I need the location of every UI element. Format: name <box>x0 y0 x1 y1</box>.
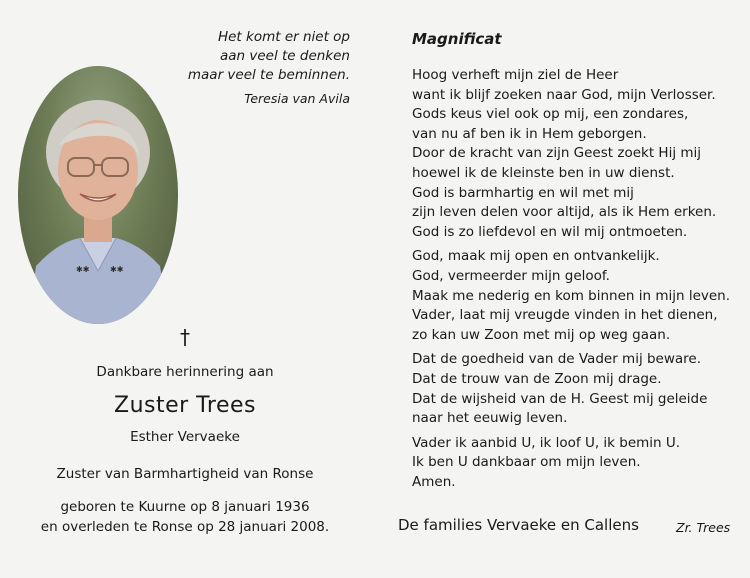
poem-line: Vader, laat mij vreugde vinden in het dienen, <box>412 307 718 324</box>
quote-block <box>150 28 350 108</box>
poem-stanza <box>412 434 742 493</box>
svg-text:✱✱: ✱✱ <box>110 265 124 274</box>
poem-line: want ik blijf zoeken naar God, mijn Verlosser. <box>412 86 716 103</box>
quote-line: aan veel te denken <box>219 48 350 64</box>
poem-line: naar het eeuwig leven. <box>412 410 568 427</box>
poem-line: Amen. <box>412 473 456 490</box>
quote-line: Het komt er niet op <box>217 29 350 45</box>
poem-line: van nu af ben ik in Hem geborgen. <box>412 125 647 142</box>
poem-line: Maak me nederig en kom binnen in mijn leven. <box>412 287 731 304</box>
quote-line: maar veel te beminnen. <box>187 67 350 83</box>
birth-name: Esther Vervaeke <box>130 429 240 445</box>
poem-stanza <box>412 247 742 345</box>
poem-line: Dat de wijsheid van de H. Geest mij geleide <box>412 390 708 407</box>
poem-line: Door de kracht van zijn Geest zoekt Hij mij <box>412 145 702 162</box>
poem-text <box>412 66 742 497</box>
poem-line: Gods keus viel ook op mij, een zondares, <box>412 106 689 123</box>
poem-line: hoewel ik de kleinste ben in uw dienst. <box>412 164 675 181</box>
religious-order: Zuster van Barmhartigheid van Ronse <box>56 466 314 482</box>
sister-signature: Zr. Trees <box>676 520 731 535</box>
poem-line: Dat de trouw van de Zoon mij drage. <box>412 370 662 387</box>
svg-text:✱✱: ✱✱ <box>76 265 90 274</box>
poem-line: God, vermeerder mijn geloof. <box>412 267 610 284</box>
portrait-photo <box>18 66 178 324</box>
poem-line: zijn leven delen voor altijd, als ik Hem erken. <box>412 204 717 221</box>
poem-line: Hoog verheft mijn ziel de Heer <box>412 67 619 83</box>
birth-date-line: geboren te Kuurne op 8 januari 1936 <box>60 499 310 515</box>
memorial-intro: Dankbare herinnering aan <box>96 364 274 380</box>
poem-line: Dat de goedheid van de Vader mij beware. <box>412 351 702 368</box>
poem-stanza <box>412 350 742 428</box>
deceased-name: Zuster Trees <box>114 393 256 418</box>
poem-line: Vader ik aanbid U, ik loof U, ik bemin U. <box>412 434 681 451</box>
death-date-line: en overleden te Ronse op 28 januari 2008. <box>40 519 330 535</box>
cross-symbol: † <box>180 325 190 349</box>
poem-line: zo kan uw Zoon met mij op weg gaan. <box>412 326 671 343</box>
portrait-illustration <box>18 66 178 324</box>
quote-author: Teresia van Avila <box>244 91 350 106</box>
families-signature: De families Vervaeke en Callens <box>398 516 639 534</box>
poem-line: God is barmhartig en wil met mij <box>412 184 634 201</box>
poem-title: Magnificat <box>412 30 502 48</box>
life-dates <box>40 497 330 537</box>
poem-line: God, maak mij open en ontvankelijk. <box>412 248 660 265</box>
poem-stanza <box>412 66 742 242</box>
poem-line: Ik ben U dankbaar om mijn leven. <box>412 454 641 471</box>
poem-line: God is zo liefdevol en wil mij ontmoeten. <box>412 223 688 240</box>
